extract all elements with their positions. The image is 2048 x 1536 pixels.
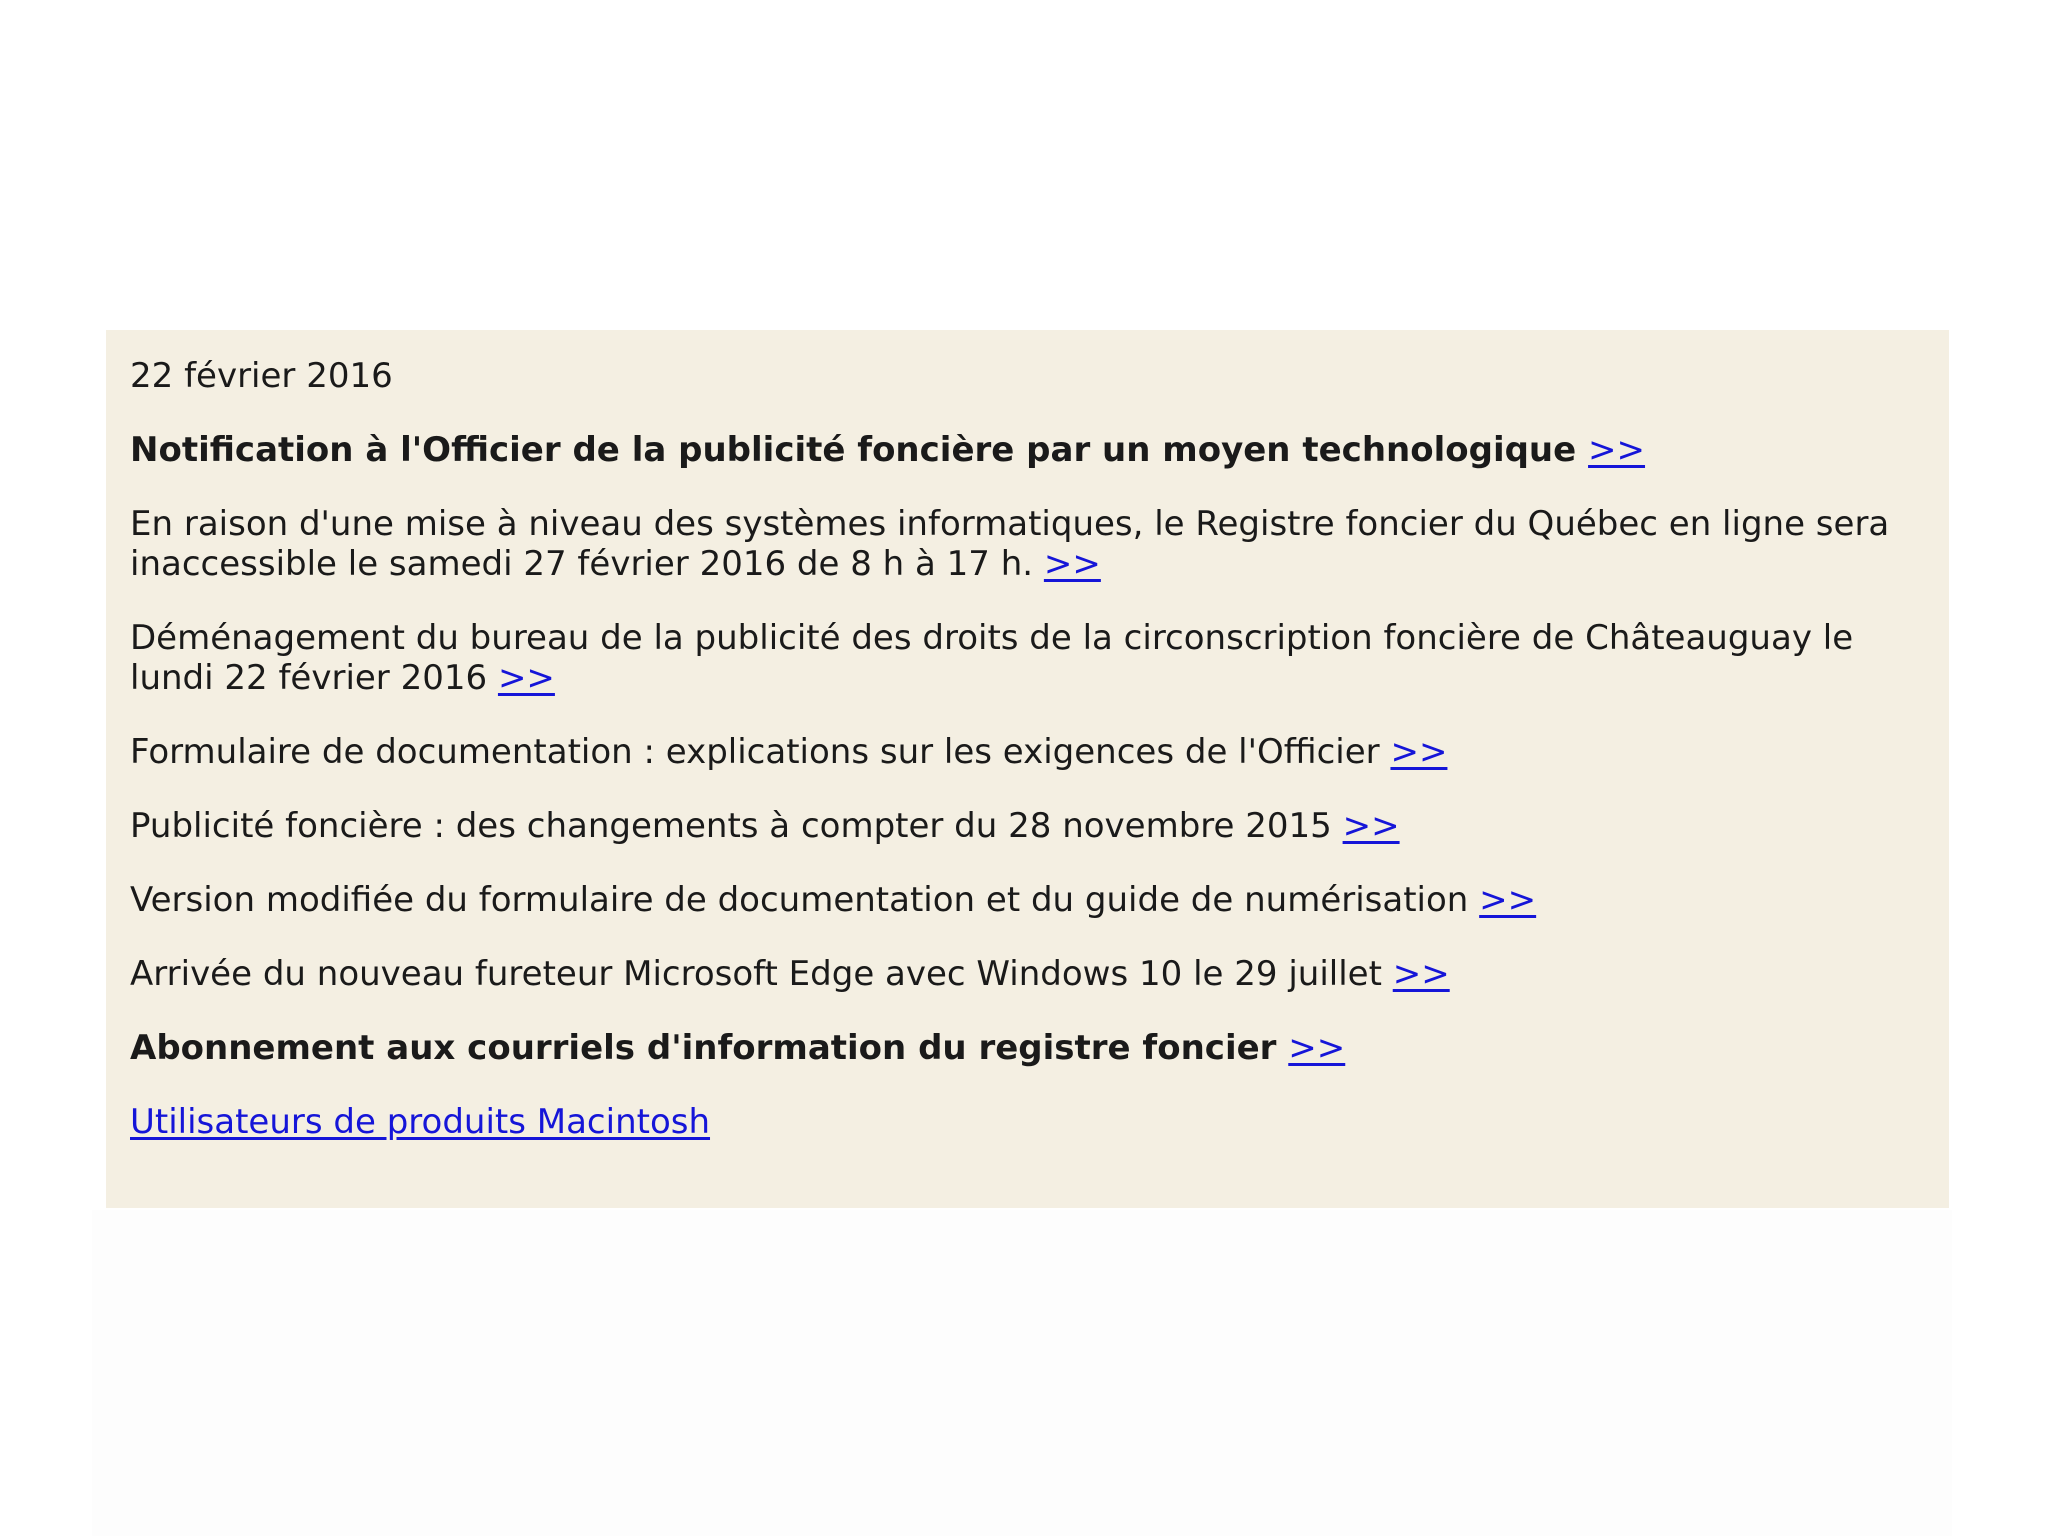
news-item-microsoft-edge — [130, 954, 1925, 994]
news-item-maintenance — [130, 504, 1925, 584]
news-item-changements — [130, 806, 1925, 846]
news-date: 22 février 2016 — [130, 356, 393, 396]
news-panel — [106, 330, 1949, 1208]
more-link-maintenance[interactable]: >> — [1043, 544, 1101, 584]
lower-blank-area — [92, 1210, 1952, 1536]
more-link-changements[interactable]: >> — [1342, 806, 1400, 846]
macintosh-users-link[interactable]: Utilisateurs de produits Macintosh — [130, 1102, 711, 1142]
news-item-text: Arrivée du nouveau fureteur Microsoft Edge avec Windows 10 le 29 juillet — [130, 954, 1382, 994]
news-item-abonnement — [130, 1028, 1925, 1068]
more-link-version-modifiee[interactable]: >> — [1479, 880, 1537, 920]
more-link-microsoft-edge[interactable]: >> — [1392, 954, 1450, 994]
news-item-formulaire — [130, 732, 1925, 772]
news-item-text: Abonnement aux courriels d'information du registre foncier — [130, 1028, 1277, 1068]
mac-link-row — [130, 1102, 1925, 1142]
news-item-text: Publicité foncière : des changements à compter du 28 novembre 2015 — [130, 806, 1332, 846]
more-link-abonnement[interactable]: >> — [1288, 1028, 1346, 1068]
news-item-text: Déménagement du bureau de la publicité des droits de la circonscription foncière de Châteauguay le lundi 22 février 2016 — [130, 618, 1854, 698]
news-item-text: Formulaire de documentation : explications sur les exigences de l'Officier — [130, 732, 1380, 772]
news-item-demenagement — [130, 618, 1925, 698]
more-link-demenagement[interactable]: >> — [497, 658, 555, 698]
news-item-text: Version modifiée du formulaire de documentation et du guide de numérisation — [130, 880, 1469, 920]
news-item-version-modifiee — [130, 880, 1925, 920]
news-item-text: En raison d'une mise à niveau des systèmes informatiques, le Registre foncier du Québec en ligne sera inaccessible le samedi 27 février 2016 de 8 h à 17 h. — [130, 504, 1890, 584]
more-link-formulaire[interactable]: >> — [1390, 732, 1448, 772]
news-item-notification — [130, 430, 1925, 470]
news-item-text: Notification à l'Officier de la publicité foncière par un moyen technologique — [130, 430, 1577, 470]
more-link-notification[interactable]: >> — [1588, 430, 1646, 470]
